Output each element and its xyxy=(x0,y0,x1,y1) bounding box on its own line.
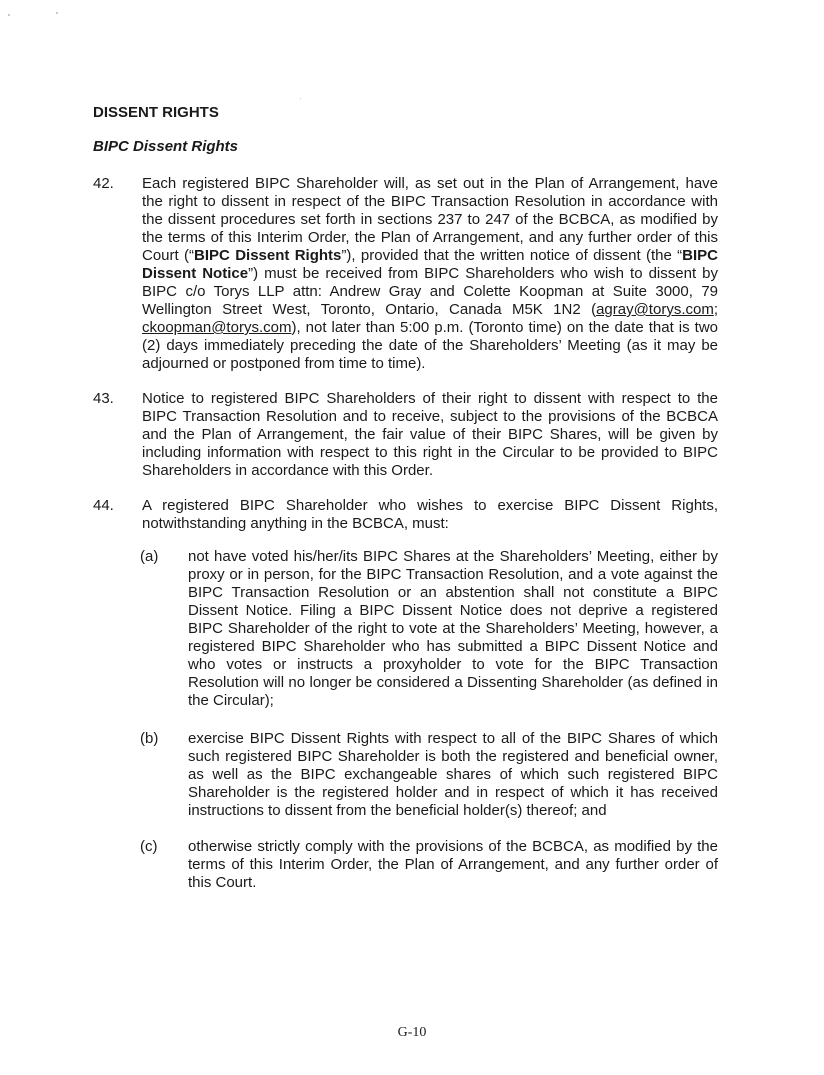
subparagraph-text: not have voted his/her/its BIPC Shares at the Shareholders’ Meeting, either by proxy or in person, for the BIPC Transaction Resolution, and a vote against the BIPC Transaction Resolution or an abstention shall not constitute a BIPC Dissent Notice. Filing a BIPC Dissent Notice does not deprive a registered BIPC Shareholder of the right to vote at the Shareholders’ Meeting, however, a registered BIPC Shareholder who has submitted a BIPC Dissent Notice and who votes or instructs a proxyholder to vote for the BIPC Transaction Resolution will no longer be considered a Dissenting Shareholder (as defined in the Circular); xyxy=(188,548,718,709)
scan-speck xyxy=(8,14,10,16)
defined-term: BIPC Dissent Notice xyxy=(142,247,718,282)
scan-speck xyxy=(300,98,301,99)
subparagraph-b xyxy=(140,730,718,820)
page-number: G-10 xyxy=(397,1025,427,1040)
paragraph-text: Each registered BIPC Shareholder will, as set out in the Plan of Arrangement, have the right to dissent in respect of the BIPC Transaction Resolution in accordance with the dissent procedures set forth in sections 237 to 247 of the BCBCA, as modified by the terms of this Interim Order, the Plan of Arrangement, and any further order of this Court (“BIPC Dissent Rights”), provided that the written notice of dissent (the “BIPC Dissent Notice”) must be received from BIPC Shareholders who wish to dissent by BIPC c/o Torys LLP attn: Andrew Gray and Colette Koopman at Suite 3000, 79 Wellington Street West, Toronto, Ontario, Canada M5K 1N2 (agray@torys.com; ckoopman@torys.com), not later than 5:00 p.m. (Toronto time) on the date that is two (2) days immediately preceding the date of the Shareholders’ Meeting (as it may be adjourned or postponed from time to time). xyxy=(142,175,719,372)
subparagraph-c xyxy=(140,838,718,892)
section-subheading: BIPC Dissent Rights xyxy=(93,138,239,155)
defined-term: BIPC Dissent Rights xyxy=(194,247,342,264)
email-link[interactable]: ckoopman@torys.com xyxy=(142,319,292,336)
subparagraph-label: (a) xyxy=(140,548,159,565)
paragraph-text: A registered BIPC Shareholder who wishes to exercise BIPC Dissent Rights, notwithstanding anything in the BCBCA, must: xyxy=(142,497,718,532)
paragraph-43 xyxy=(93,390,718,480)
subparagraph-a xyxy=(140,548,718,710)
paragraph-number: 42. xyxy=(93,175,114,192)
paragraph-text: Notice to registered BIPC Shareholders of their right to dissent with respect to the BIPC Transaction Resolution and to receive, subject to the provisions of the BCBCA and the Plan of Arrangement, the fair value of their BIPC Shares, will be given by including information with respect to this right in the Circular to be provided to BIPC Shareholders in accordance with this Order. xyxy=(142,390,718,479)
subparagraph-label: (c) xyxy=(140,838,158,855)
subparagraph-text: exercise BIPC Dissent Rights with respect to all of the BIPC Shares of which such registered BIPC Shareholder is both the registered and beneficial owner, as well as the BIPC exchangeable shares of which such registered BIPC Shareholder is the registered holder and in respect of which it has received instructions to dissent from the beneficial holder(s) thereof; and xyxy=(188,730,718,819)
paragraph-number: 43. xyxy=(93,390,114,407)
subparagraph-text: otherwise strictly comply with the provisions of the BCBCA, as modified by the terms of this Interim Order, the Plan of Arrangement, and any further order of this Court. xyxy=(188,838,718,891)
paragraph-number: 44. xyxy=(93,497,114,514)
subparagraph-label: (b) xyxy=(140,730,159,747)
email-link[interactable]: agray@torys.com xyxy=(596,301,714,318)
paragraph-42 xyxy=(93,175,718,373)
paragraph-44 xyxy=(93,497,718,533)
section-heading: DISSENT RIGHTS xyxy=(93,104,219,121)
scan-speck xyxy=(56,12,58,14)
